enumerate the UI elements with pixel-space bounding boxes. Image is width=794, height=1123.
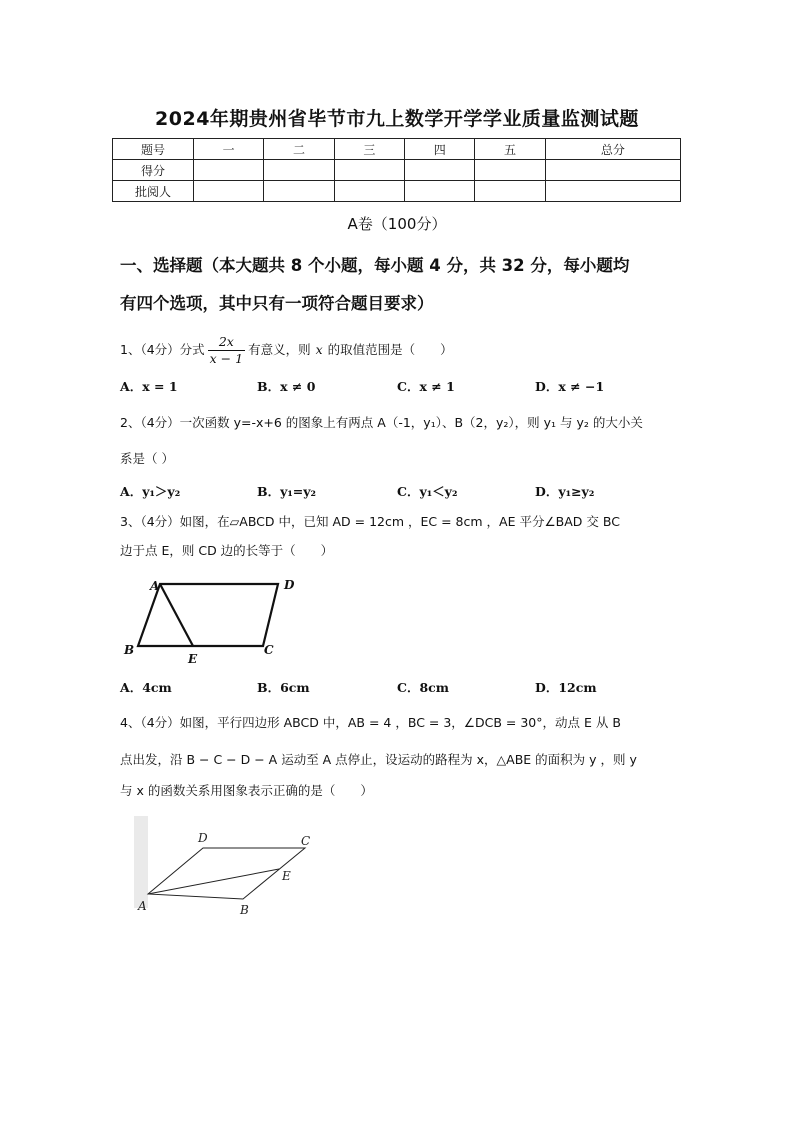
table-row [113, 181, 681, 202]
q2-option-c[interactable]: C．y₁＜y₂ [397, 484, 458, 499]
q1-prefix: 1、（4分）分式 [120, 342, 205, 357]
q1-fraction-numerator: 2x [208, 334, 245, 351]
segment-ae [148, 869, 279, 894]
score-cell[interactable] [194, 160, 264, 181]
q4-parallelogram-figure [132, 816, 322, 918]
q1-option-c[interactable]: C．x ≠ 1 [397, 379, 455, 394]
label-a: A [138, 899, 147, 913]
q3-option-a[interactable]: A．4cm [120, 680, 172, 695]
label-d: D [284, 578, 295, 592]
scan-shadow [134, 816, 148, 908]
table-cell: 一 [194, 139, 264, 160]
label-b: B [124, 643, 135, 657]
section-heading-line1: 一、选择题（本大题共 8 个小题，每小题 4 分，共 32 分，每小题均 [120, 256, 630, 275]
question-4-line1: 4、（4分）如图，平行四边形 ABCD 中，AB = 4 ，BC = 3，∠DCB = 30°，动点 E 从 B [120, 715, 621, 730]
q3-option-d[interactable]: D．12cm [535, 680, 597, 695]
table-row [113, 139, 681, 160]
table-cell: 题号 [113, 139, 194, 160]
table-cell: 四 [405, 139, 475, 160]
grader-cell[interactable] [264, 181, 334, 202]
score-cell[interactable] [334, 160, 404, 181]
score-cell[interactable] [545, 160, 680, 181]
label-e: E [188, 652, 198, 666]
table-cell: 三 [334, 139, 404, 160]
score-cell[interactable] [264, 160, 334, 181]
grader-cell[interactable] [334, 181, 404, 202]
grader-cell[interactable] [405, 181, 475, 202]
table-cell: 二 [264, 139, 334, 160]
q1-option-d[interactable]: D．x ≠ −1 [535, 379, 605, 394]
q3-parallelogram-figure [118, 574, 308, 670]
score-cell[interactable] [475, 160, 545, 181]
label-a: A [150, 579, 160, 593]
question-4-line3: 与 x 的函数关系用图象表示正确的是（ ） [120, 783, 373, 798]
table-row [113, 160, 681, 181]
table-cell: 五 [475, 139, 545, 160]
q1-option-b[interactable]: B．x ≠ 0 [257, 379, 316, 394]
table-cell: 批阅人 [113, 181, 194, 202]
label-e: E [282, 869, 291, 883]
label-b: B [240, 903, 249, 917]
question-1 [120, 330, 453, 370]
q2-option-a[interactable]: A．y₁＞y₂ [120, 484, 181, 499]
q3-option-c[interactable]: C．8cm [397, 680, 449, 695]
question-3-line2: 边于点 E，则 CD 边的长等于（ ） [120, 543, 334, 558]
question-2-line1: 2、（4分）一次函数 y=-x+6 的图象上有两点 A（-1，y₁）、B（2，y₂），则 y₁ 与 y₂ 的大小关 [120, 415, 643, 430]
page-title: 2024年期贵州省毕节市九上数学开学学业质量监测试题 [155, 108, 639, 130]
question-2-line2: 系是（ ） [120, 451, 174, 466]
segment-ae [160, 584, 193, 646]
label-c: C [301, 834, 311, 848]
q1-fraction-denominator: x − 1 [209, 350, 244, 366]
question-3-line1: 3、（4分）如图，在▱ABCD 中，已知 AD = 12cm ，EC = 8cm ，AE 平分∠BAD 交 BC [120, 514, 620, 529]
table-cell: 总分 [545, 139, 680, 160]
section-heading-line2: 有四个选项，其中只有一项符合题目要求） [120, 294, 434, 313]
q2-option-d[interactable]: D．y₁≥y₂ [535, 484, 595, 499]
grader-cell[interactable] [475, 181, 545, 202]
score-table [112, 138, 681, 202]
q1-fraction [208, 334, 245, 367]
parallelogram-abcd [138, 584, 278, 646]
q1-var: x [315, 342, 323, 357]
q2-option-b[interactable]: B．y₁=y₂ [257, 484, 317, 499]
q1-option-a[interactable]: A．x = 1 [120, 379, 178, 394]
volume-heading: A卷（100分） [347, 215, 447, 233]
label-d: D [198, 831, 208, 845]
label-c: C [264, 643, 274, 657]
grader-cell[interactable] [194, 181, 264, 202]
q1-suffix: 的取值范围是（ ） [327, 342, 453, 357]
score-cell[interactable] [405, 160, 475, 181]
table-cell: 得分 [113, 160, 194, 181]
q1-mid: 有意义，则 [248, 342, 311, 357]
grader-cell[interactable] [545, 181, 680, 202]
q3-option-b[interactable]: B．6cm [257, 680, 310, 695]
question-4-line2: 点出发，沿 B − C − D − A 运动至 A 点停止，设运动的路程为 x，△ABE 的面积为 y ，则 y [120, 752, 637, 767]
